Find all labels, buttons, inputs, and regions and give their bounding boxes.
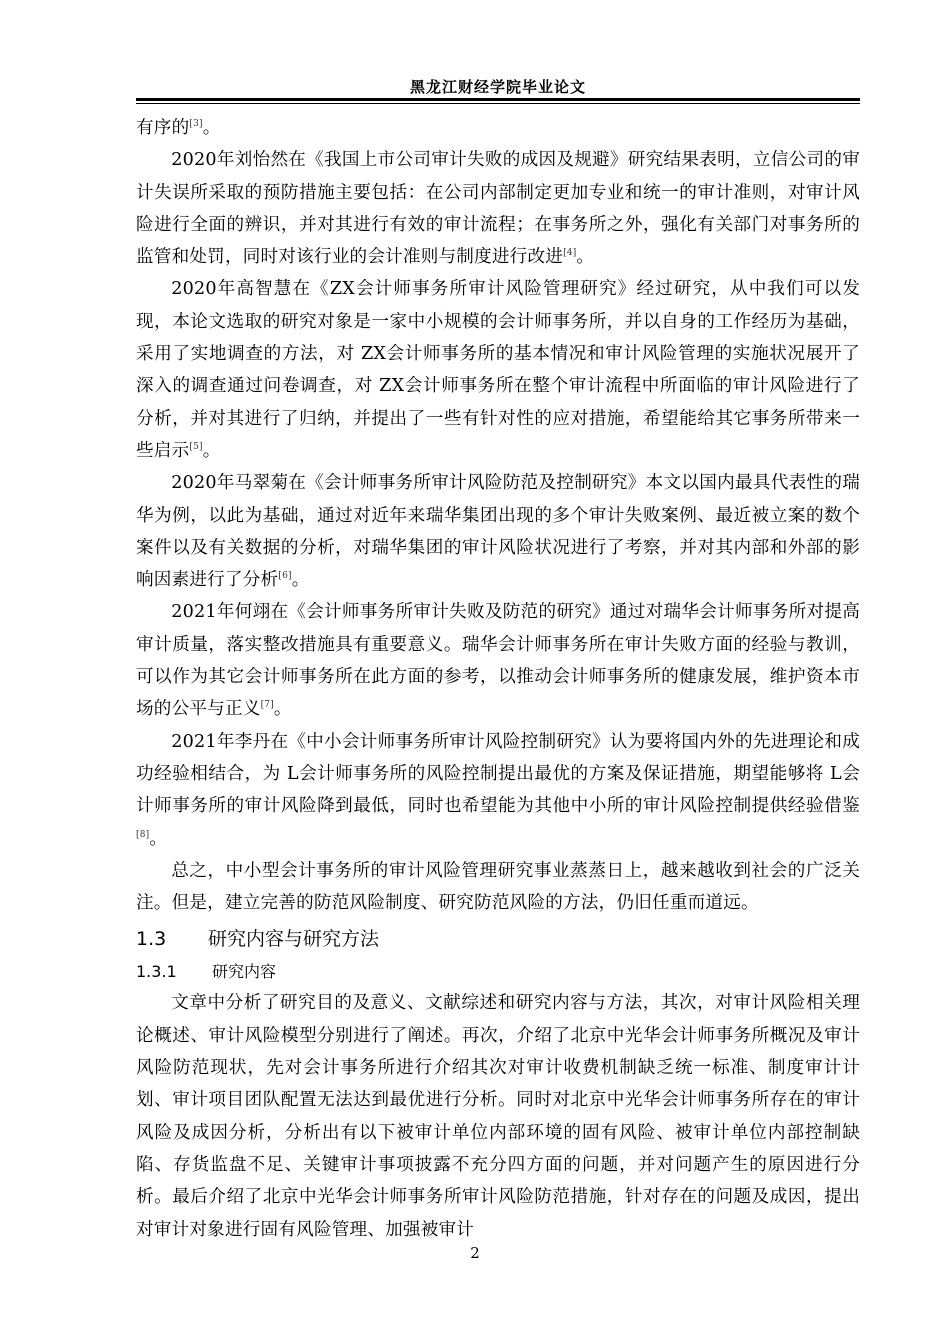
body-text: [136, 112, 860, 1246]
section-heading: [136, 921, 860, 957]
page-number: 2: [470, 1244, 480, 1262]
citation-ref: [4]: [563, 248, 577, 259]
paragraph-liu-yiran: 2020年刘怡然在《我国上市公司审计失败的成因及规避》研究结果表明，立信公司的审计失误所采取的预防措施主要包括：在公司内部制定更加专业和统一的审计准则，对审计风险进行全面的辨识，并对其进行有效的审计流程；在事务所之外，强化有关部门对事务所的监管和处罚，同时对该行业的会计准则与制度进行改进[4]。: [136, 150, 860, 268]
citation-ref: [5]: [189, 442, 203, 453]
paragraph-he-yi: 2021年何翊在《会计师事务所审计失败及防范的研究》通过对瑞华会计师事务所对提高审计质量，落实整改措施具有重要意义。瑞华会计师事务所在审计失败方面的经验与教训，可以作为其它会计师事务所在此方面的参考，以推动会计师事务所的健康发展，维护资本市场的公平与正义[7]。: [136, 602, 860, 720]
subsection-heading: [136, 957, 860, 987]
subsection-title: 研究内容: [212, 962, 277, 982]
running-header: 黑龙江财经学院毕业论文: [409, 78, 586, 96]
paragraph-continuation: 有序的[3]。: [136, 118, 221, 138]
subsection-number: 1.3.1: [136, 962, 177, 982]
section-number: 1.3: [136, 928, 167, 951]
paragraph-summary: 总之，中小型会计事务所的审计风险管理研究事业蒸蒸日上，越来越收到社会的广泛关注。但是，建立完善的防范风险制度、研究防范风险的方法，仍旧任重而道远。: [136, 860, 860, 914]
header-rule: [136, 98, 860, 101]
paragraph-li-dan: 2021年李丹在《中小会计师事务所审计风险控制研究》认为要将国内外的先进理论和成功经验相结合，为 L会计师事务所的风险控制提出最优的方案及保证措施，期望能够将 L会计师事务所的审计风险降到最低，同时也希望能为其他中小所的审计风险控制提供经验借鉴[8]。: [136, 731, 860, 849]
paragraph-gao-zhihui: 2020年高智慧在《ZX会计师事务所审计风险管理研究》经过研究，从中我们可以发现，本论文选取的研究对象是一家中小规模的会计师事务所，并以自身的工作经历为基础，采用了实地调查的方法，对 ZX会计师事务所的基本情况和审计风险管理的实施状况展开了深入的调查通过问卷调查，对 ZX会计师事务所在整个审计流程中所面临的审计风险进行了分析，并对其进行了归纳，并提出了一些有针对性的应对措施，希望能给其它事务所带来一些启示[5]。: [136, 279, 860, 461]
citation-ref: [6]: [278, 571, 292, 582]
citation-ref: [7]: [260, 700, 274, 711]
header-rule-thin: [136, 103, 860, 104]
paragraph-ma-cuiju: 2020年马翠菊在《会计师事务所审计风险防范及控制研究》本文以国内最具代表性的瑞华为例，以此为基础，通过对近年来瑞华集团出现的多个审计失败案例、最近被立案的数个案件以及有关数据的分析，对瑞华集团的审计风险状况进行了考察，并对其内部和外部的影响因素进行了分析[6]。: [136, 473, 860, 591]
paragraph-research-content: 文章中分析了研究目的及意义、文献综述和研究内容与方法，其次，对审计风险相关理论概述、审计风险模型分别进行了阐述。再次，介绍了北京中光华会计师事务所概况及审计风险防范现状，先对会计事务所进行介绍其次对审计收费机制缺乏统一标准、制度审计计划、审计项目团队配置无法达到最优进行分析。同时对北京中光华会计师事务所存在的审计风险及成因分析，分析出有以下被审计单位内部环境的固有风险、被审计单位内部控制缺陷、存货监盘不足、关键审计事项披露不充分四方面的问题，并对问题产生的原因进行分析。最后介绍了北京中光华会计师事务所审计风险防范措施，针对存在的问题及成因，提出对审计对象进行固有风险管理、加强被审计: [136, 993, 860, 1240]
citation-ref: [3]: [189, 119, 203, 130]
citation-ref: [8]: [136, 829, 150, 840]
section-title: 研究内容与研究方法: [208, 928, 380, 951]
